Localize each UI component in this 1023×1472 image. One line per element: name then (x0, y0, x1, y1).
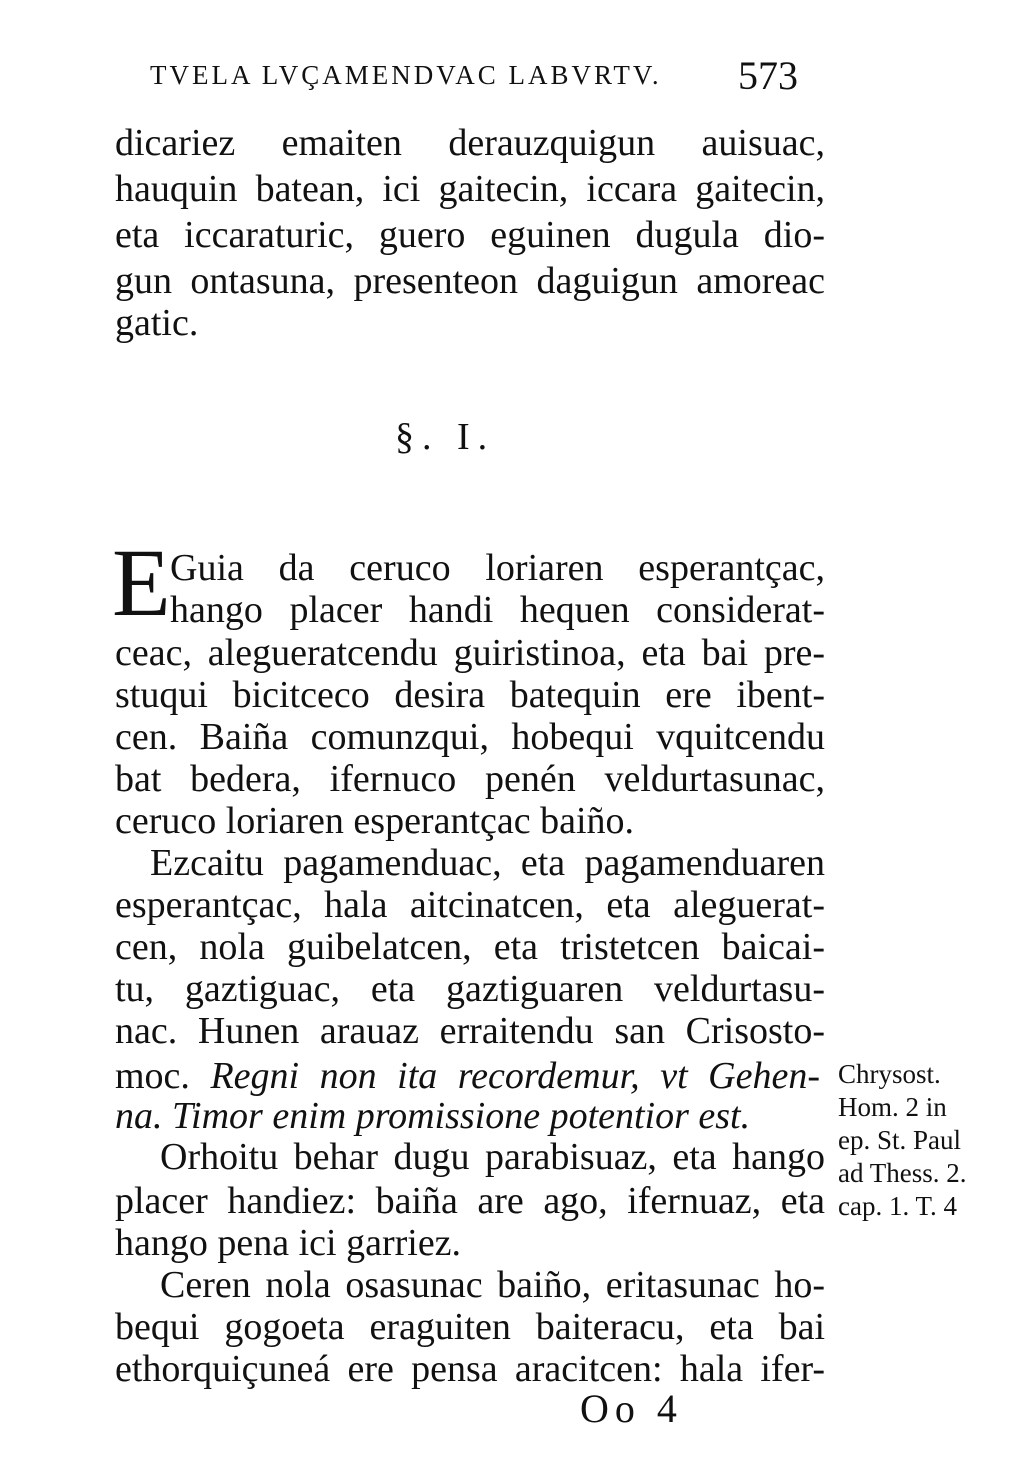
text-line: dicariez emaiten derauzquigun auisuac, (115, 122, 825, 164)
text-line: ethorquiçuneá ere pensa aracitcen: hala ifer- (115, 1348, 825, 1390)
marginal-note-line: Chrysost. (838, 1059, 941, 1089)
text-line: tu, gaztiguac, eta gaztiguaren veldurtasu- (115, 968, 825, 1010)
marginal-note-line: Hom. 2 in (838, 1092, 947, 1122)
text-line: bequi gogoeta eraguiten baiteracu, eta bai (115, 1306, 825, 1348)
text-line: eta iccaraturic, guero eguinen dugula dio- (115, 214, 825, 256)
text-line: cen. Baiña comunzqui, hobequi vquitcendu (115, 716, 825, 758)
text-line: cen, nola guibelatcen, eta tristetcen baicai- (115, 926, 825, 968)
text-line: Ezcaitu pagamenduac, eta pagamenduaren (150, 842, 825, 884)
text-line: nac. Hunen arauaz erraitendu san Crisosto- (115, 1010, 825, 1052)
text-line: stuqui bicitceco desira batequin ere ibent- (115, 674, 825, 716)
section-heading: §. I. (395, 416, 496, 458)
signature-mark: Oo 4 (580, 1386, 683, 1431)
text-fragment: moc. (115, 1055, 190, 1097)
text-line: gatic. (115, 302, 199, 344)
text-line: gun ontasuna, presenteon daguigun amoreac (115, 260, 825, 302)
marginal-note-line: ad Thess. 2. (838, 1158, 967, 1188)
latin-quotation: Regni non ita recordemur, vt Gehen- (210, 1055, 820, 1097)
page-number: 573 (738, 53, 798, 98)
text-line: hango pena ici garriez. (115, 1222, 462, 1264)
text-line: Ceren nola osasunac baiño, eritasunac ho- (160, 1264, 825, 1306)
drop-cap: E (112, 529, 171, 636)
text-line: esperantçac, hala aitcinatcen, eta aleguerat- (115, 884, 825, 926)
text-line: Orhoitu behar dugu parabisuaz, eta hango (160, 1136, 825, 1178)
text-line: placer handiez: baiña are ago, ifernuaz, eta (115, 1180, 825, 1222)
marginal-note-line: ep. St. Paul (838, 1125, 962, 1155)
marginal-note-line: cap. 1. T. 4 (838, 1191, 957, 1221)
text-line: Guia da ceruco loriaren esperantçac, (170, 547, 825, 589)
latin-quotation: na. Timor enim promissione potentior est. (115, 1095, 751, 1137)
text-line: ceac, alegueratcendu guiristinoa, eta bai pre- (115, 632, 825, 674)
text-line: bat bedera, ifernuco penén veldurtasunac, (115, 758, 825, 800)
text-line: hauquin batean, ici gaitecin, iccara gaitecin, (115, 168, 825, 210)
running-head: TVELA LVÇAMENDVAC LABVRTV. (150, 60, 662, 90)
text-line: ceruco loriaren esperantçac baiño. (115, 800, 635, 842)
text-line: hango placer handi hequen considerat- (170, 589, 825, 631)
